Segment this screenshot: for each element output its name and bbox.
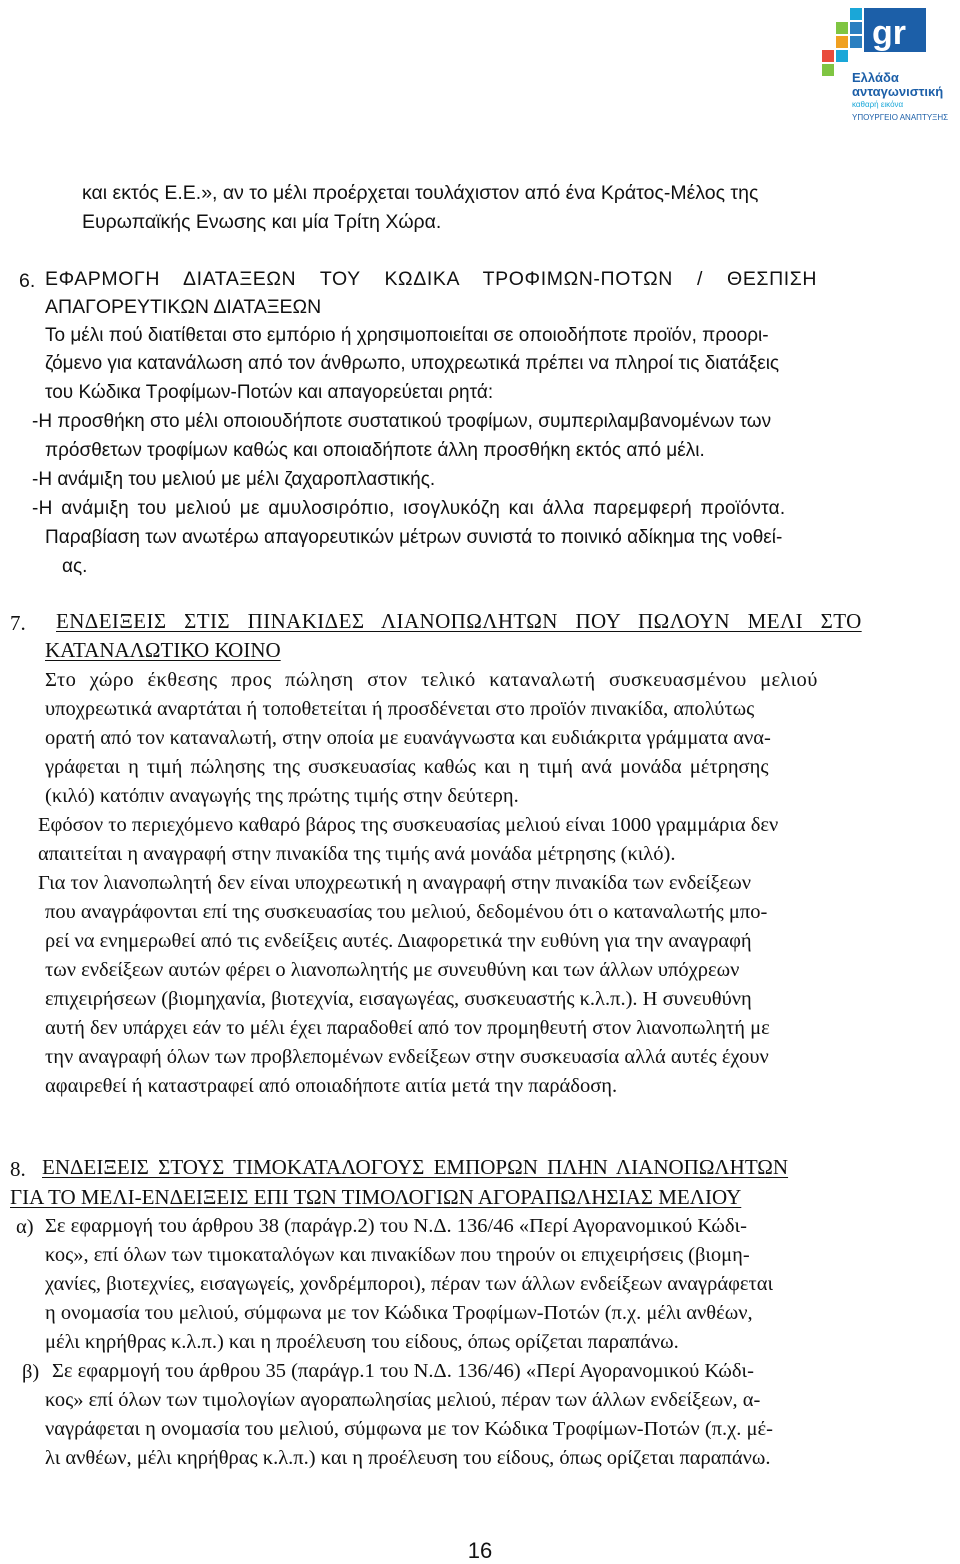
item-b-label: β) (22, 1361, 40, 1383)
section-7-line: αυτή δεν υπάρχει εάν το μέλι έχει παραδοθεί από τον προμηθευτή στον λιανοπωλητή με (45, 1017, 770, 1039)
section-7-line: απαιτείται η αναγραφή στην πινακίδα της τιμής ανά μονάδα μέτρησης (κιλό). (38, 843, 676, 865)
section-6-bullet: -Η ανάμιξη του μελιού με αμυλοσιρόπιο, ισογλυκόζη και άλλα παρεμφερή προϊόντα. (32, 498, 786, 519)
svg-text:ανταγωνιστική: ανταγωνιστική (852, 84, 944, 99)
section-6-line: του Κώδικα Τροφίμων-Ποτών και απαγορεύεται ρητά: (45, 382, 494, 403)
section-7-line: γράφεται η τιμή πώλησης της συσκευασίας καθώς και η τιμή ανά μονάδα μέτρησης (45, 756, 769, 778)
section-6-bullet: -Η προσθήκη στο μέλι οποιουδήποτε συστατικού τροφίμων, συμπεριλαμβανομένων των (32, 411, 772, 432)
svg-text:Ελλάδα: Ελλάδα (852, 70, 899, 85)
svg-text:gr: gr (872, 14, 906, 52)
section-7-line: Για τον λιανοπωλητή δεν είναι υποχρεωτική η αναγραφή στην πινακίδα των ενδείξεων (38, 872, 752, 894)
section-7-number: 7. (10, 611, 26, 635)
section-8-title-line-1: ΕΝΔΕΙΞΕΙΣ ΣΤΟΥΣ ΤΙΜΟΚΑΤΑΛΟΓΟΥΣ ΕΜΠΟΡΩΝ ΠΛΗΝ ΛΙΑΝΟΠΩΛΗΤΩΝ (42, 1155, 789, 1179)
section-6-line: Το μέλι πού διατίθεται στο εμπόριο ή χρησιμοποιείται σε οποιοδήποτε προϊόν, προορι- (45, 325, 769, 346)
section-7-line: ρεί να ενημερωθεί από τις ενδείξεις αυτές. Διαφορετικά την ευθύνη για την αναγραφή (45, 930, 752, 952)
svg-text:ΥΠΟΥΡΓΕΙΟ ΑΝΑΠΤΥΞΗΣ: ΥΠΟΥΡΓΕΙΟ ΑΝΑΠΤΥΞΗΣ (852, 113, 949, 122)
item-b-line: λι ανθέων, μέλι κηρήθρας κ.λ.π.) και η προέλευση του είδους, όπως ορίζεται παραπάνω. (45, 1447, 771, 1469)
intro-line-1 (82, 184, 942, 204)
section-6-line: Παραβίαση των ανωτέρω απαγορευτικών μέτρων συνιστά το ποινικό αδίκημα της νοθεί- (45, 527, 783, 548)
section-8-number: 8. (10, 1157, 26, 1181)
item-b-line: ναγράφεται η ονομασία του μελιού, σύμφωνα με τον Κώδικα Τροφίμων-Ποτών (π.χ. μέ- (45, 1418, 773, 1440)
section-7-line: υποχρεωτικά αναρτάται ή τοποθετείται ή προσδένεται στο προϊόν πινακίδα, απολύτως (45, 698, 755, 720)
text: και εκτός Ε.Ε.», αν το μέλι προέρχεται τουλάχιστον από ένα Κράτος-Μέλος της (82, 182, 759, 204)
section-7-line: Εφόσον το περιεχόμενο καθαρό βάρος της συσκευασίας μελιού είναι 1000 γραμμάρια δεν (38, 814, 779, 836)
item-a-label: α) (16, 1216, 34, 1238)
section-7-line: Στο χώρο έκθεσης προς πώληση στον τελικό καταναλωτή συσκευασμένου μελιού (45, 669, 818, 691)
section-7-line: που αναγράφονται επί της συσκευασίας του μελιού, δεδομένου ότι ο καταναλωτής μπο- (45, 901, 768, 923)
item-b-line: κος» επί όλων των τιμολογίων αγοραπωλησίας μελιού, πέραν των άλλων ενδείξεων, α- (45, 1389, 761, 1411)
section-6-line: ζόμενο για κατανάλωση από τον άνθρωπο, υποχρεωτικά πρέπει να πληροί τις διατάξεις (45, 353, 780, 374)
ellada-antagonistiki-logo (790, 0, 960, 130)
section-8-title-line-2: ΓΙΑ ΤΟ ΜΕΛΙ-ΕΝΔΕΙΞΕΙΣ ΕΠΙ ΤΩΝ ΤΙΜΟΛΟΓΙΩΝ ΑΓΟΡΑΠΩΛΗΣΙΑΣ ΜΕΛΙΟΥ (10, 1185, 742, 1209)
section-7-line: την αναγραφή όλων των προβλεπομένων ενδείξεων στην συσκευασία αλλά αυτές έχουν (45, 1046, 769, 1068)
section-6-line: πρόσθετων τροφίμων καθώς και οποιαδήποτε άλλη προσθήκη εκτός από μέλι. (45, 440, 705, 461)
intro-line-2: Ευρωπαϊκής Ενωσης και μία Τρίτη Χώρα. (82, 211, 442, 233)
section-7-line: αφαιρεθεί ή καταστραφεί από οποιαδήποτε αιτία μετά την παράδοση. (45, 1075, 618, 1097)
section-6-line: ας. (62, 556, 88, 577)
section-6-bullet: -Η ανάμιξη του μελιού με μέλι ζαχαροπλαστικής. (32, 469, 436, 490)
item-a-line: χανίες, βιοτεχνίες, εισαγωγείς, χονδρέμποροι), πέραν των άλλων ενδείξεων αναγράφεται (45, 1273, 774, 1295)
item-a-line: μέλι κηρήθρας κ.λ.π.) και η προέλευση του είδους, όπως ορίζεται παραπάνω. (45, 1331, 679, 1353)
section-6-number: 6. (19, 270, 36, 292)
section-7-line: ορατή από τον καταναλωτή, στην οποία με ευανάγνωστα και ευδιάκριτα γράμματα ανα- (45, 727, 771, 749)
item-a-line: κος», επί όλων των τιμοκαταλόγων και πινακίδων που τηρούν οι επιχειρήσεις (βιομη- (45, 1244, 750, 1266)
section-7-title-line-2: ΚΑΤΑΝΑΛΩΤΙΚΟ ΚΟΙΝΟ (45, 638, 281, 662)
section-7-line: των ενδείξεων αυτών φέρει ο λιανοπωλητής με συνευθύνη και των άλλων υπόχρεων (45, 959, 740, 981)
section-6-title-line-1: ΕΦΑΡΜΟΓΗ ΔΙΑΤΑΞΕΩΝ ΤΟΥ ΚΩΔΙΚΑ ΤΡΟΦΙΜΩΝ-ΠΟΤΩΝ / ΘΕΣΠΙΣΗ (45, 268, 818, 290)
section-7-line: (κιλό) κατόπιν αναγωγής της πρώτης τιμής στην δεύτερη. (45, 785, 519, 807)
svg-text:καθαρή εικόνα: καθαρή εικόνα (852, 100, 904, 109)
item-a-line: Σε εφαρμογή του άρθρου 38 (παράγρ.2) του Ν.Δ. 136/46 «Περί Αγορανομικού Κώδι- (45, 1215, 747, 1237)
section-7-title-line-1: ΕΝΔΕΙΞΕΙΣ ΣΤΙΣ ΠΙΝΑΚΙΔΕΣ ΛΙΑΝΟΠΩΛΗΤΩΝ ΠΟΥ ΠΩΛΟΥΝ ΜΕΛΙ ΣΤΟ (56, 609, 862, 633)
page-number: 16 (467, 1538, 493, 1563)
section-7-line: επιχειρήσεων (βιομηχανία, βιοτεχνία, εισαγωγέας, συσκευαστής κ.λ.π.). Η συνευθύνη (45, 988, 752, 1010)
section-6-title-line-2: ΑΠΑΓΟΡΕΥΤΙΚΩΝ ΔΙΑΤΑΞΕΩΝ (45, 296, 322, 318)
item-a-line: η ονομασία του μελιού, σύμφωνα με τον Κώδικα Τροφίμων-Ποτών (π.χ. μέλι ανθέων, (45, 1302, 753, 1324)
item-b-line: Σε εφαρμογή του άρθρου 35 (παράγρ.1 του Ν.Δ. 136/46) «Περί Αγορανομικού Κώδι- (52, 1360, 754, 1382)
